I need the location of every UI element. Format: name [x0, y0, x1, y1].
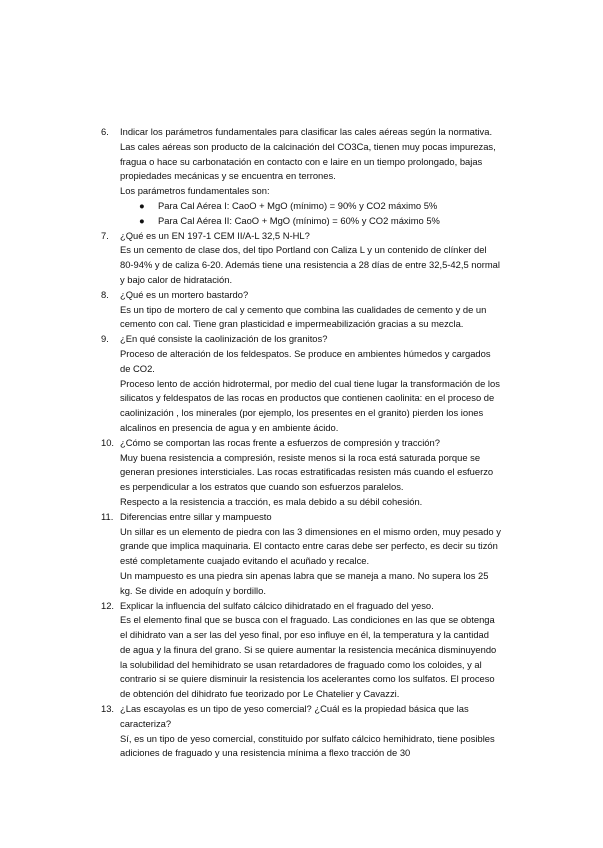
- question-item-6: [101, 125, 501, 229]
- answer-paragraph: Respecto a la resistencia a tracción, es mala debido a su débil cohesión.: [120, 495, 423, 507]
- answer-paragraph: Es el elemento final que se busca con el fraguado. Las condiciones en las que se obtenga el dihidrato van a ser las del yeso final, por eso influye en él, la temperatura y la cantidad de agua y la finura del grano. Si se quiere aumentar la resistencia mecánica disminuyendo la solubilidad del hemihidrato se usan retardadores de fraguado como los coloides, y al contrario si se quiere disminuir la resistencia los acelerantes como los sulfatos. El proceso de obtención del dihidrato fue teorizado por Le Chatelier y Cavazzi.: [120, 614, 497, 700]
- answer-paragraph: Muy buena resistencia a compresión, resiste menos si la roca está saturada porque se generan presiones intersticiales. Las rocas estratificadas resisten más cuando el esfuerzo es perpendicular a los estratos que cuando son esfuerzos paralelos.: [120, 451, 494, 493]
- bullet-item: [120, 214, 501, 229]
- answer-paragraph: Un sillar es un elemento de piedra con las 3 dimensiones en el mismo orden, muy pesado y grande que implica maquinaria. El contacto entre caras debe ser perfecto, es decir su tizón esté completamente cuajado evitando el acuñado y recalce.: [120, 525, 501, 567]
- question-item-13: [101, 702, 501, 761]
- answer-paragraph: Proceso lento de acción hidrotermal, por medio del cual tiene lugar la transformación de los silicatos y feldespatos de las rocas en productos que contienen caolinita: en el proceso de caolinización , los minerales (por ejemplo, los presentes en el granito) pierden los iones alcalinos en presencia de agua y en ambiente ácido.: [120, 377, 500, 433]
- question-text: ¿Las escayolas es un tipo de yeso comercial? ¿Cuál es la propiedad básica que las caracteriza?: [120, 703, 469, 729]
- answer-paragraph: Un mampuesto es una piedra sin apenas labra que se maneja a mano. No supera los 25 kg. Se divide en adoquín y bordillo.: [120, 569, 489, 596]
- question-text: ¿Cómo se comportan las rocas frente a esfuerzos de compresión y tracción?: [120, 436, 440, 448]
- item-number: 10.: [101, 436, 115, 448]
- bullet-icon: ●: [139, 199, 145, 211]
- answer-paragraph: Es un cemento de clase dos, del tipo Portland con Caliza L y un contenido de clínker del 80-94% y de caliza 6-20. Además tiene una resistencia a 28 días de entre 32,5-42,5 normal y bajo calor de hidratación.: [120, 244, 500, 285]
- question-item-11: [101, 510, 501, 599]
- item-number: 6.: [101, 126, 109, 137]
- answer-paragraph: Es un tipo de mortero de cal y cemento que combina las cualidades de cemento y de un cemento con cal. Tiene gran plasticidad e impermeabilización gracias a su mezcla.: [120, 303, 487, 330]
- question-item-10: [101, 436, 501, 510]
- answer-paragraph: Las cales aéreas son producto de la calcinación del CO3Ca, tienen muy pocas impurezas, fragua o hace su carbonatación en contacto con e laire en un tiempo prolongado, bajas propiedades mecánicas y se encuentra en terrones.: [120, 140, 496, 182]
- bullet-text: Para Cal Aérea I: CaoO + MgO (mínimo) = 90% y CO2 máximo 5%: [158, 199, 438, 211]
- answer-paragraph: Sí, es un tipo de yeso comercial, constituido por sulfato cálcico hemihidrato, tiene posibles adiciones de fraguado y una resistencia mínima a flexo tracción de 30: [120, 732, 495, 759]
- answer-paragraph: Proceso de alteración de los feldespatos. Se produce en ambientes húmedos y cargados de CO2.: [120, 347, 491, 374]
- item-number: 12.: [101, 599, 115, 611]
- question-item-9: [101, 332, 501, 436]
- question-text: ¿Qué es un EN 197-1 CEM II/A-L 32,5 N-HL?: [120, 229, 310, 241]
- item-number: 9.: [101, 333, 109, 345]
- bullet-item: [120, 199, 501, 214]
- question-item-12: [101, 599, 501, 703]
- item-number: 8.: [101, 288, 109, 300]
- item-number: 13.: [101, 703, 115, 715]
- question-text: ¿Qué es un mortero bastardo?: [120, 288, 249, 300]
- question-item-8: [101, 288, 501, 332]
- question-text: Explicar la influencia del sulfato cálcico dihidratado en el fraguado del yeso.: [120, 599, 434, 611]
- bullet-text: Para Cal Aérea II: CaoO + MgO (mínimo) = 60% y CO2 máximo 5%: [158, 214, 440, 226]
- question-list: [101, 125, 501, 761]
- question-text: ¿En qué consiste la caolinización de los granitos?: [120, 333, 328, 345]
- answer-paragraph: Los parámetros fundamentales son:: [120, 185, 270, 197]
- bullet-icon: ●: [139, 214, 145, 226]
- item-number: 11.: [101, 510, 114, 522]
- question-text: Indicar los parámetros fundamentales para clasificar las cales aéreas según la normativa.: [120, 126, 493, 137]
- question-text: Diferencias entre sillar y mampuesto: [120, 510, 272, 522]
- question-item-7: [101, 229, 501, 288]
- item-number: 7.: [101, 229, 109, 241]
